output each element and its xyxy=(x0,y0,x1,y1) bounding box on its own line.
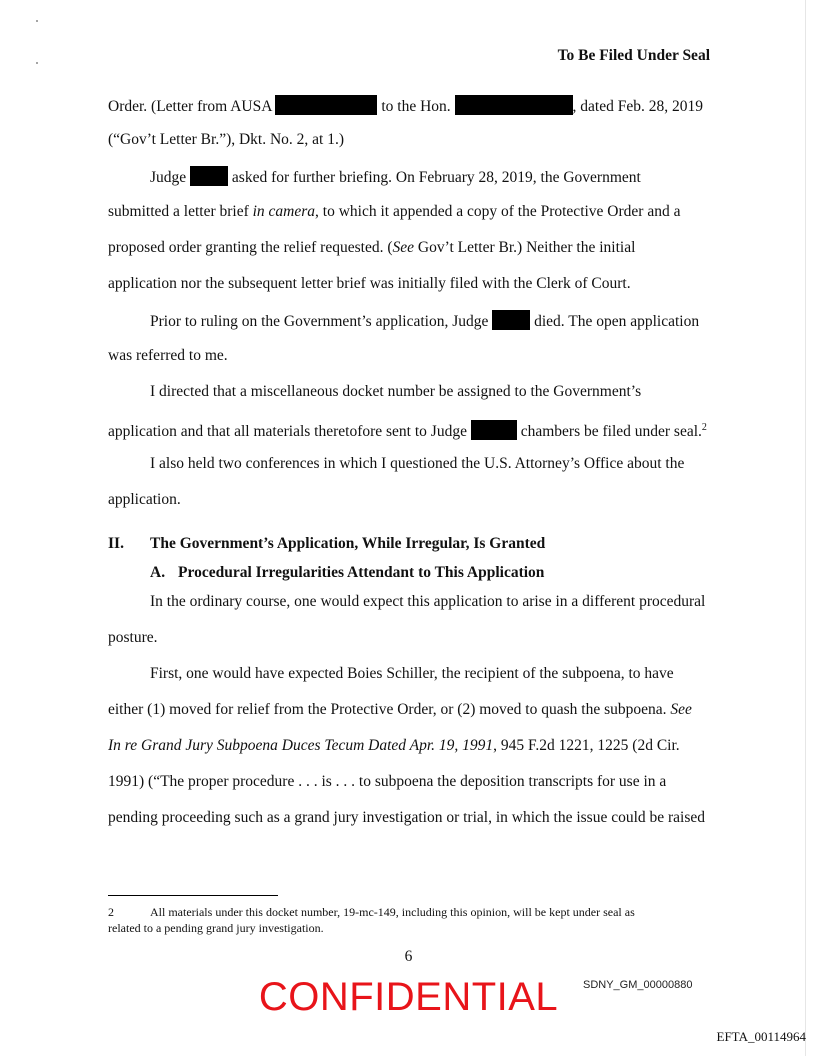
efta-number: EFTA_00114964 xyxy=(716,1029,806,1044)
body-line: (“Gov’t Letter Br.”), Dkt. No. 2, at 1.) xyxy=(108,131,345,148)
footnote-text: related to a pending grand jury investigation. xyxy=(108,921,324,935)
body-line: First, one would have expected Boies Schiller, the recipient of the subpoena, to have xyxy=(150,665,674,682)
redaction-bar xyxy=(492,310,530,330)
body-line: 1991) (“The proper procedure . . . is . . . to subpoena the deposition transcripts for use in a xyxy=(108,773,667,790)
body-line: proposed order granting the relief requested. (See Gov’t Letter Br.) Neither the initial xyxy=(108,239,636,256)
body-line: posture. xyxy=(108,629,158,646)
subsection-heading: A. Procedural Irregularities Attendant to This Application xyxy=(150,564,545,581)
body-line: application nor the subsequent letter brief was initially filed with the Clerk of Court. xyxy=(108,275,631,292)
body-line: I also held two conferences in which I questioned the U.S. Attorney’s Office about the xyxy=(150,455,685,472)
body-line: In the ordinary course, one would expect this application to arise in a different procedural xyxy=(150,593,706,610)
bates-number: SDNY_GM_00000880 xyxy=(583,979,693,991)
footnote-number: 2 xyxy=(108,905,114,919)
body-line: application and that all materials theretofore sent to Judge chambers be filed under seal.$^2$ xyxy=(108,422,707,441)
body-line: pending proceeding such as a grand jury investigation or trial, in which the issue could be raised xyxy=(108,809,706,826)
redaction-bar xyxy=(275,95,377,115)
footnote-reference[interactable]: 2 xyxy=(701,422,707,433)
section-heading: II. The Government’s Application, While Irregular, Is Granted xyxy=(108,535,546,552)
body-line: was referred to me. xyxy=(108,347,228,364)
case-citation: In re Grand Jury Subpoena Duces Tecum Dated Apr. 19, 1991 xyxy=(108,737,494,754)
seal-notice-header: To Be Filed Under Seal xyxy=(557,47,710,64)
redaction-bar xyxy=(471,420,517,440)
body-line: In re Grand Jury Subpoena Duces Tecum Dated Apr. 19, 1991, 945 F.2d 1221, 1225 (2d Cir. xyxy=(108,737,680,754)
body-line: either (1) moved for relief from the Protective Order, or (2) moved to quash the subpoena. See xyxy=(108,701,692,718)
page-number: 6 xyxy=(404,948,413,965)
scan-speck xyxy=(36,20,38,22)
body-line: application. xyxy=(108,491,181,508)
redaction-bar xyxy=(455,95,573,115)
body-line: Order. (Letter from AUSA to the Hon. , dated Feb. 28, 2019 xyxy=(108,95,703,117)
confidential-stamp: CONFIDENTIAL xyxy=(258,975,559,1019)
body-line: Judge asked for further briefing. On February 28, 2019, the Government xyxy=(150,166,641,188)
scan-edge-line xyxy=(805,0,806,1056)
body-line: submitted a letter brief in camera, to which it appended a copy of the Protective Order and a xyxy=(108,203,681,220)
footnote-text: All materials under this docket number, 19-mc-149, including this opinion, will be kept under seal as xyxy=(150,905,635,919)
redaction-bar xyxy=(190,166,228,186)
body-line: Prior to ruling on the Government’s application, Judge died. The open application xyxy=(150,310,699,332)
scan-speck xyxy=(36,62,38,64)
footnote-divider xyxy=(108,895,278,896)
body-line: I directed that a miscellaneous docket number be assigned to the Government’s xyxy=(150,383,642,400)
